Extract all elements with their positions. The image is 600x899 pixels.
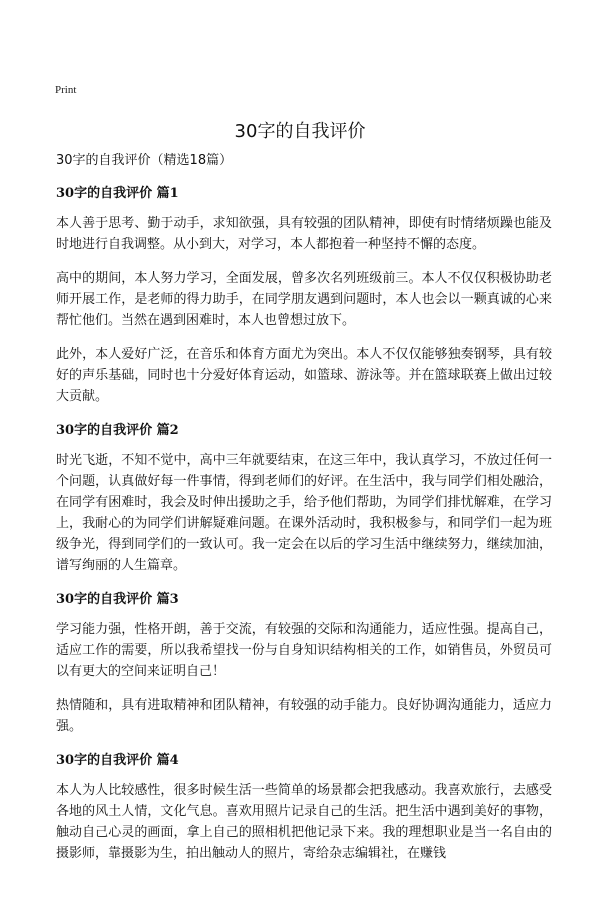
article-subtitle: 30字的自我评价（精选18篇） — [56, 153, 233, 168]
section-3-paragraph-1: 学习能力强，性格开朗，善于交流，有较强的交际和沟通能力，适应性强。提高自己，适应工作的需要，所以我希望找一份与自身知识结构相关的工作，如销售员，外贸员可以有更大的空间来证明自己！ — [56, 622, 552, 679]
section-heading-3: 30字的自我评价 篇3 — [56, 592, 179, 607]
section-1-paragraph-2: 高中的期间，本人努力学习，全面发展，曾多次名列班级前三。本人不仅仅积极协助老师开展工作，是老师的得力助手，在同学朋友遇到问题时，本人也会以一颗真诚的心来帮忙他们。当然在遇到困难时，本人也曾想过放下。 — [56, 271, 552, 328]
section-1-paragraph-1: 本人善于思考、勤于动手，求知欲强，具有较强的团队精神，即使有时情绪烦躁也能及时地进行自我调整。从小到大，对学习，本人都抱着一种坚持不懈的态度。 — [56, 216, 552, 252]
section-3-paragraph-2: 热情随和，具有进取精神和团队精神，有较强的动手能力。良好协调沟通能力，适应力强。 — [56, 698, 552, 734]
section-heading-2: 30字的自我评价 篇2 — [56, 423, 179, 438]
section-heading-4: 30字的自我评价 篇4 — [56, 753, 179, 768]
page-title: 30字的自我评价 — [234, 121, 366, 142]
print-link[interactable]: Print — [55, 84, 77, 96]
section-4-paragraph-1: 本人为人比较感性，很多时候生活一些简单的场景都会把我感动。我喜欢旅行，去感受各地的风土人情，文化气息。喜欢用照片记录自己的生活。把生活中遇到美好的事物，触动自己心灵的画面，拿上自己的照相机把他记录下来。我的理想职业是当一名自由的摄影师，靠摄影为生，拍出触动人的照片，寄给杂志编辑社，在赚钱 — [56, 783, 552, 861]
section-2-paragraph-1: 时光飞逝，不知不觉中，高中三年就要结束，在这三年中，我认真学习，不放过任何一个问题，认真做好每一件事情，得到老师们的好评。在生活中，我与同学们相处融洽，在同学有困难时，我会及时伸出援助之手，给予他们帮助，为同学们排忧解难，在学习上，我耐心的为同学们讲解疑难问题。在课外活动时，我积极参与，和同学们一起为班级争光，得到同学们的一致认可。我一定会在以后的学习生活中继续努力，继续加油，谱写绚丽的人生篇章。 — [56, 453, 552, 573]
section-1-paragraph-3: 此外，本人爱好广泛，在音乐和体育方面尤为突出。本人不仅仅能够独奏钢琴，具有较好的声乐基础，同时也十分爱好体育运动，如篮球、游泳等。并在篮球联赛上做出过较大贡献。 — [56, 347, 552, 404]
article-body — [56, 150, 552, 877]
section-heading-1: 30字的自我评价 篇1 — [56, 186, 179, 201]
